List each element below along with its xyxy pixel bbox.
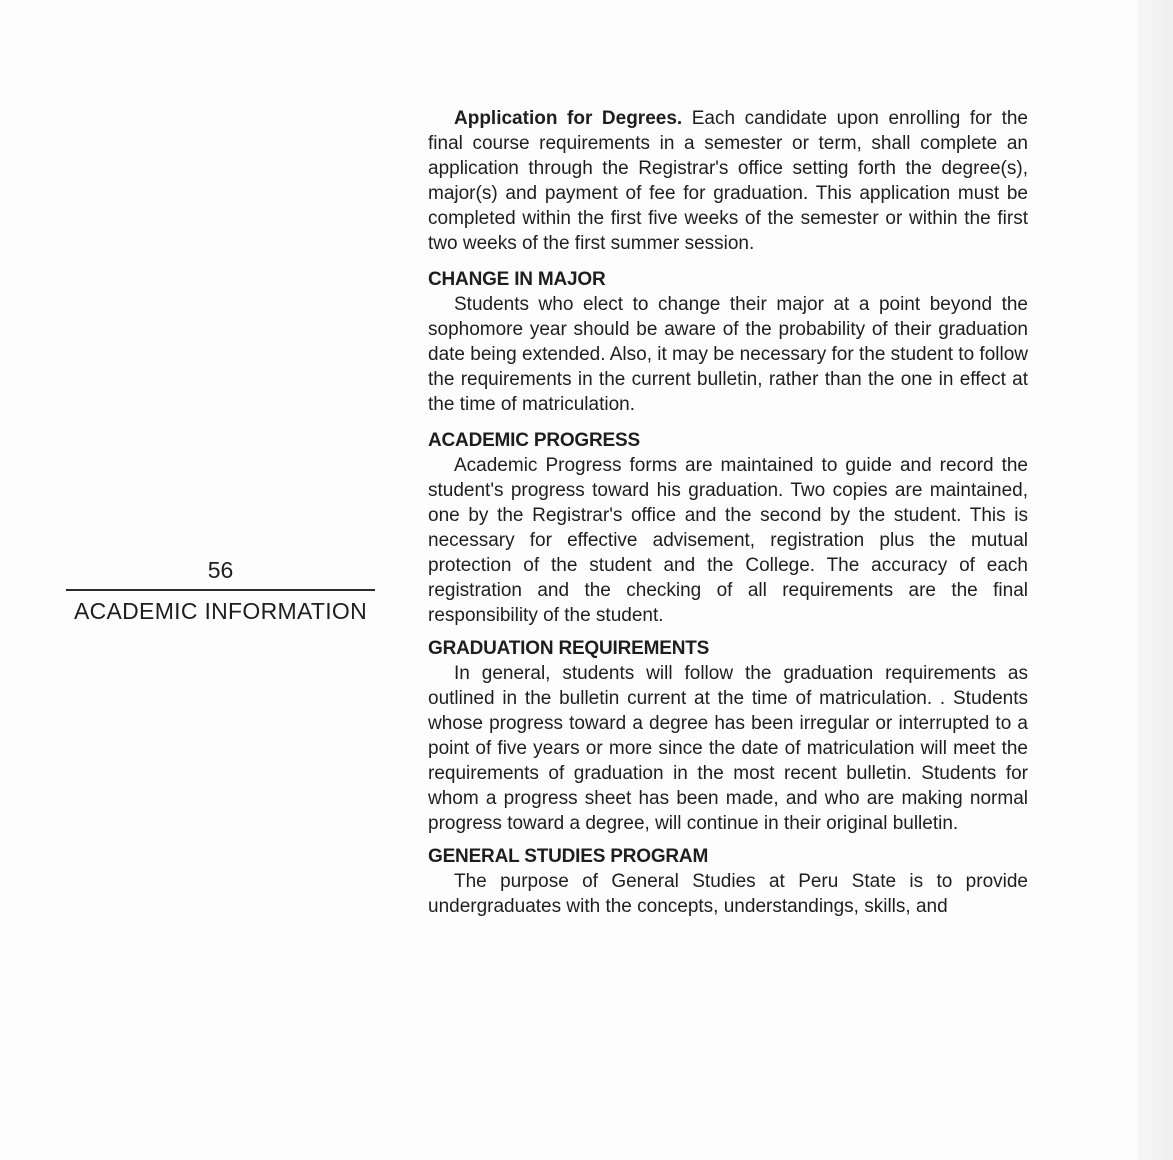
page-number: 56 xyxy=(207,557,234,583)
heading-change-in-major: CHANGE IN MAJOR xyxy=(428,269,606,290)
academic-progress-paragraph: Academic Progress forms are maintained to guide and record the student's progress toward his graduation. Two copies are maintained, one by the Registrar's office and the second by the student. This is necessary for effective advisement, registration plus the mutual protection of the student and the College. The accuracy of each registration and the checking of all requirements are the final responsibility of the student. xyxy=(428,455,1028,626)
section-title: ACADEMIC INFORMATION xyxy=(73,598,368,624)
change-in-major-paragraph: Students who elect to change their major at a point beyond the sophomore year should be aware of the probability of their graduation date being extended. Also, it may be necessary for the student to follow the requirements in the current bulletin, rather than the one in effect at the time of matriculation. xyxy=(428,294,1028,415)
paragraph-lead-heading: Application for Degrees. xyxy=(454,108,683,129)
application-for-degrees-paragraph xyxy=(428,106,1028,256)
main-text-column xyxy=(428,106,1028,926)
heading-academic-progress: ACADEMIC PROGRESS xyxy=(428,430,640,451)
paragraph-body: Each candidate upon enrolling for the final course requirements in a semester or term, shall complete an application through the Registrar's office setting forth the degree(s), major(s) and payment of fee for graduation. This application must be completed within the first five weeks of the semester or within the first two weeks of the first summer session. xyxy=(428,108,1028,254)
side-header xyxy=(66,555,375,626)
heading-general-studies-program: GENERAL STUDIES PROGRAM xyxy=(428,846,709,867)
heading-graduation-requirements: GRADUATION REQUIREMENTS xyxy=(428,638,710,659)
general-studies-paragraph: The purpose of General Studies at Peru State is to provide undergraduates with the concepts, understandings, skills, and xyxy=(428,871,1028,917)
divider-rule xyxy=(66,589,375,591)
graduation-requirements-paragraph: In general, students will follow the graduation requirements as outlined in the bulletin current at the time of matriculation. . Students whose progress toward a degree has been irregular or interrupted to a point of five years or more since the date of matriculation will meet the requirements of graduation in the most recent bulletin. Students for whom a progress sheet has been made, and who are making normal progress toward a degree, will continue in their original bulletin. xyxy=(428,663,1028,834)
page-edge-shadow xyxy=(1138,0,1173,1160)
